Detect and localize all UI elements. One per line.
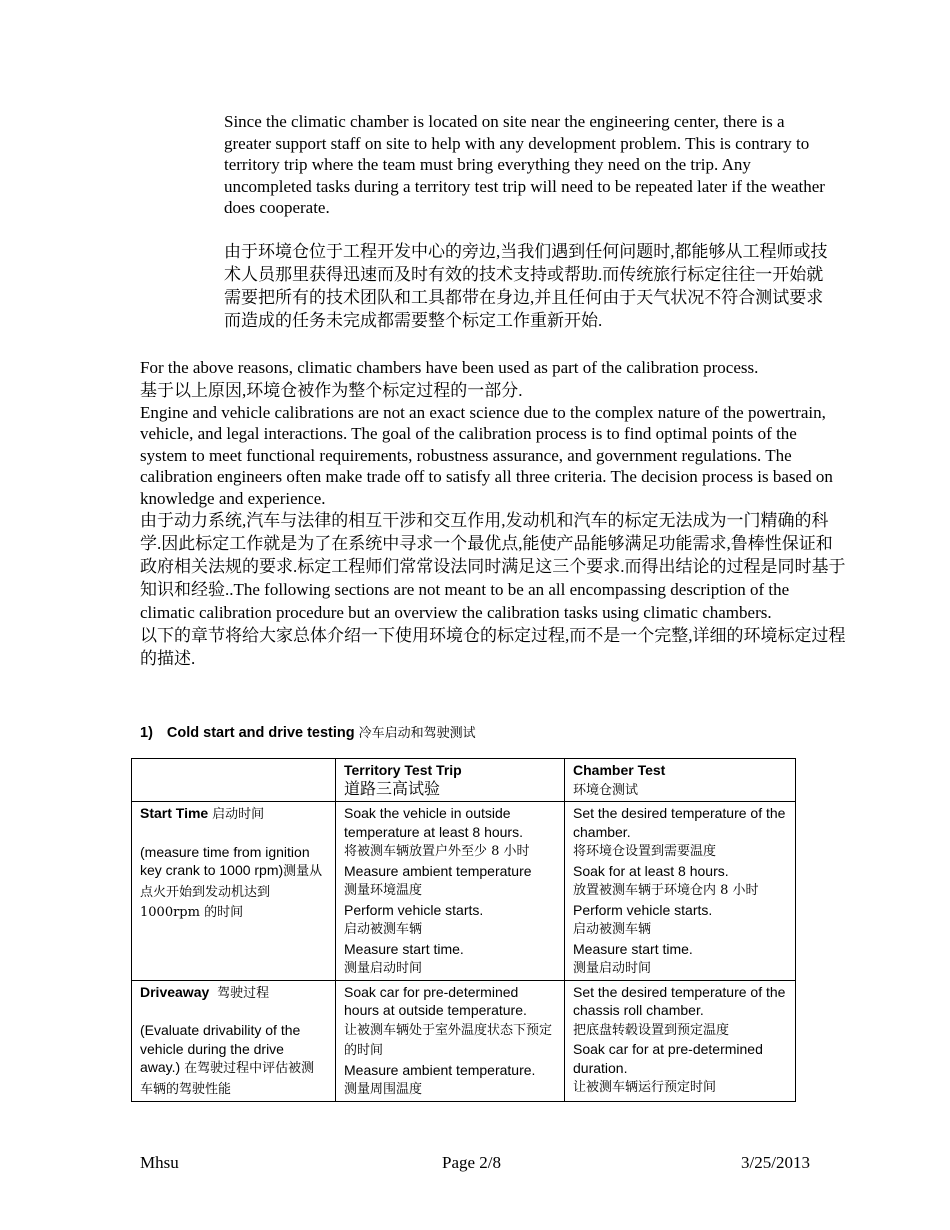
- territory-step-zh: 将被测车辆放置户外至少 8 小时: [344, 844, 530, 859]
- header-territory-title: Territory Test Trip: [344, 762, 462, 778]
- cold-start-table: [131, 758, 796, 1102]
- chamber-step-zh: 启动被测车辆: [573, 922, 652, 937]
- footer-date: 3/25/2013: [741, 1153, 810, 1172]
- table-row-start-time: [132, 802, 796, 981]
- territory-step-en: Soak car for pre-determined hours at outside temperature.: [344, 983, 527, 1018]
- territory-step-en: Measure ambient temperature.: [344, 1061, 536, 1078]
- start-time-label-cell: [132, 802, 336, 981]
- para-reasons-en: For the above reasons, climatic chambers have been used as part of the calibration process.: [140, 358, 759, 377]
- header-empty-cell: [132, 759, 336, 802]
- footer-author: Mhsu: [140, 1153, 179, 1172]
- para-calibration-en: Engine and vehicle calibrations are not an exact science due to the complex nature of the powertrain, vehicle, and legal interactions. The goal of the calibration process is to find optimal points of the system to meet functional requirements, robustness assurance, and government regulations. The calibration engineers often make trade off to satisfy all three criteria. The decision process is based on knowledge and experience.: [140, 402, 833, 508]
- table-header-row: [132, 759, 796, 802]
- chamber-step-en: Perform vehicle starts.: [573, 901, 713, 918]
- chamber-step-en: Soak for at least 8 hours.: [573, 862, 729, 879]
- para-calibration-zh-text: 由于动力系统,汽车与法律的相互干涉和交互作用,发动机和汽车的标定无法成为一门精确的科学.因此标定工作就是为了在系统中寻求一个最优点,能使产品能够满足功能需求,鲁棒性保证和政府相关法规的要求.标定工程师们常常设法同时满足这三个要求.而得出结论的过程是同时基于知识和经验.: [140, 511, 846, 599]
- section-number: 1): [140, 725, 153, 741]
- indented-english-paragraph: Since the climatic chamber is located on site near the engineering center, there is a greater support staff on site to help with any development problem. This is contrary to territory trip where the team must bring everything they need on the trip. Any uncompleted tasks during a territory test trip will need to be repeated later if the weather does cooperate.: [224, 112, 825, 217]
- header-chamber-title-zh: 环境仓测试: [573, 782, 639, 798]
- territory-step-zh: 测量启动时间: [344, 961, 423, 976]
- territory-step-en: Perform vehicle starts.: [344, 901, 484, 918]
- territory-step-zh: 让被测车辆处于室外温度状态下预定的时间: [344, 1022, 553, 1058]
- chamber-step-en: Set the desired temperature of the chassis roll chamber.: [573, 983, 786, 1018]
- territory-step-en: Measure start time.: [344, 940, 464, 957]
- chamber-step-zh: 把底盘转毂设置到预定温度: [573, 1022, 730, 1038]
- header-territory-title-zh: 道路三高试验: [344, 778, 441, 798]
- territory-step-en: Soak the vehicle in outside temperature at least 8 hours.: [344, 805, 523, 840]
- para-reasons-zh: 基于以上原因,环境仓被作为整个标定过程的一部分.: [140, 380, 523, 400]
- section-title-zh: 冷车启动和驾驶测试: [358, 726, 476, 741]
- section-title: Cold start and drive testing: [166, 725, 355, 741]
- chamber-step-en: Measure start time.: [573, 940, 693, 957]
- header-chamber: [565, 759, 796, 802]
- territory-step-en: Measure ambient temperature: [344, 862, 532, 879]
- start-time-territory-cell: [336, 802, 565, 981]
- chamber-step-en: Set the desired temperature of the chamber.: [573, 805, 786, 840]
- chamber-step-en: Soak car for at pre-determined duration.: [573, 1041, 763, 1076]
- start-time-chamber-cell: [565, 802, 796, 981]
- driveaway-label-zh: 驾驶过程: [217, 985, 270, 1001]
- para-following-en: .The following sections are not meant to be an all encompassing description of the climatic calibration procedure but an overview the calibration tasks using climatic chambers.: [140, 580, 790, 622]
- driveaway-chamber-cell: [565, 980, 796, 1101]
- driveaway-label: Driveaway: [140, 983, 210, 1000]
- section-heading: [140, 722, 476, 741]
- start-time-desc-zh: 测量从点火开始到发动机达到 1000rpm 的时间: [140, 864, 323, 920]
- main-body: [140, 357, 848, 670]
- chamber-step-zh: 将环境仓设置到需要温度: [573, 844, 717, 859]
- header-chamber-title: Chamber Test: [573, 762, 666, 778]
- start-time-desc: (measure time from ignition key crank to 1000 rpm): [140, 843, 310, 878]
- start-time-label-zh: 启动时间: [212, 807, 265, 822]
- driveaway-territory-cell: [336, 980, 565, 1101]
- footer-page-number: Page 2/8: [442, 1153, 502, 1172]
- para-following-zh: 以下的章节将给大家总体介绍一下使用环境仓的标定过程,而不是一个完整,详细的环境标定过程的描述.: [140, 626, 846, 668]
- indented-chinese-paragraph: 由于环境仓位于工程开发中心的旁边,当我们遇到任何问题时,都能够从工程师或技术人员那里获得迅速而及时有效的技术支持或帮助.而传统旅行标定往往一开始就需要把所有的技术团队和工具都带在身边,并且任何由于天气状况不符合测试要求而造成的任务未完成都需要整个标定工作重新开始.: [224, 242, 828, 330]
- territory-step-zh: 测量环境温度: [344, 883, 423, 898]
- driveaway-desc: (Evaluate drivability of the vehicle during the drive away.): [140, 1022, 301, 1075]
- para-calibration-zh: [140, 509, 848, 624]
- chamber-step-zh: 测量启动时间: [573, 961, 652, 976]
- chamber-step-zh: 放置被测车辆于环境仓内 8 小时: [573, 883, 759, 898]
- territory-step-zh: 测量周围温度: [344, 1082, 423, 1097]
- start-time-label: Start Time: [140, 805, 209, 821]
- driveaway-desc-zh: 在驾驶过程中评估被测车辆的驾驶性能: [140, 1061, 315, 1097]
- chamber-step-zh: 让被测车辆运行预定时间: [573, 1080, 717, 1095]
- table-row-driveaway: [132, 980, 796, 1101]
- territory-step-zh: 启动被测车辆: [344, 922, 423, 937]
- header-territory: [336, 759, 565, 802]
- driveaway-label-cell: [132, 980, 336, 1101]
